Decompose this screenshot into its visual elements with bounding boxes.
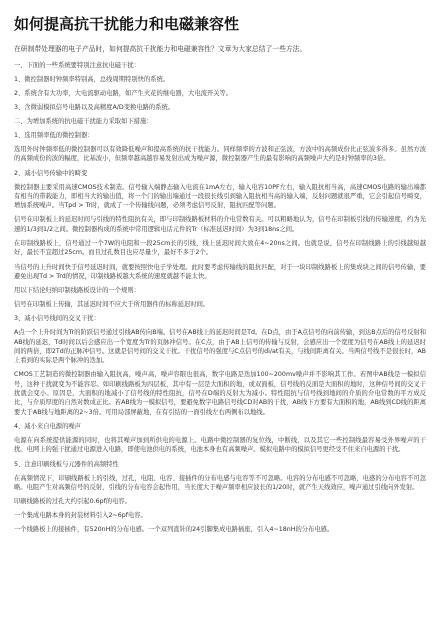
subsection-2-2-heading: 2、减小信号传输中的畸变 [14, 169, 88, 177]
section-1-heading: 一、下面的一些系统要特别注意抗电磁干扰： [14, 62, 140, 69]
subsection-2-3-heading: 3、减小信号线间的交叉干扰： [14, 315, 100, 323]
subsection-2-2-paragraph-4: 当信号的上升时间快于信号延迟时间，就要按照快电子学处理。此时要考虑传输线的阻抗匹配，对于一块印制线路板上的集成块之间的信号传输，要避免出现Td > Trd的情况，印制线路板越大系统的速度就越不能太快。 [14, 263, 426, 280]
subsection-2-2-paragraph-2: 信号在印制板上的延迟时间与引线的特性阻抗有关，即与印制线路板材料的介电常数有关。可以粗略地认为，信号在印制板引线的传输速度，约为光速的1/3到1/2之间。微控制器构成的系统中常用逻辑电话元件的Tr（标准延迟时间）为3到18ns之间。 [14, 216, 426, 233]
subsection-2-5-paragraph-3: 一个集成电路本身的封装材料引入2~6pf电容。 [14, 512, 147, 520]
subsection-2-4-body: 电源在向系统提供能源的同时，也将其噪声加到所供电的电源上。电路中微控制器的复位线，中断线，以及其它一些控制线最容易受外界噪声的干扰。电网上的强干扰通过电源进入电路，即使电池供电的系统，电池本身也有高频噪声。模拟电路中的模拟信号更经受不住来自电源的干扰。 [14, 436, 426, 454]
subsection-2-2-paragraph-1: 微控制器主要采用高速CMOS技术制造。信号输入端静态输入电流在1mA左右，输入电容10PF左右，输入阻抗相当高，高速CMOS电路的输出端都有相当的带载能力，即相当大的输出值，将一个门的输出端通过一段很长线引到输入阻抗相当高的输入端，反射问题就很严重，它会引起信号畸变，增加系统噪声。当Tpd > Tr时，就成了一个传输线问题，必须考虑信号反射，阻抗匹配等问题。 [14, 183, 426, 210]
subsection-2-5-paragraph-2: 印刷线路板的过孔大约引起0.6pf的电容。 [14, 498, 131, 506]
section-1-item-3: 3、含微弱模拟信号电路以及高精度A/D变换电路的系统。 [14, 104, 175, 111]
subsection-2-3-paragraph-1: A点一个上升时间为Tr的阶跃信号通过引线AB传向B端。信号在AB线上的延迟时间是Td。在D点，由于A点信号的向前传输，到达B点后的信号反射和AB线的延迟，Td时间以后会感应出一个宽度为Tr的页脉冲信号。在C点，由于AB上信号的传输与反射，会感应出一个宽度为信号在AB线上的延迟时间的两倍，即2Td的正脉冲信号。这就是信号间的交叉干扰。干扰信号的强度与C点信号的di/at有关，与线间距离有关。当两信号线不是很长时，AB上看到的实际是两个脉冲的迭加。 [14, 329, 426, 365]
subsection-2-2-paragraph-3: 在印制线路板上，信号通过一个7W的电阻和一段25cm长的引线，线上延迟时间大致在4~20ns之间。也就是说，信号在印制线路上的引线越短越好，最长不宜超过25cm。而且过孔数目也应尽量少，最好不多于2个。 [14, 240, 426, 257]
section-1-item-1: 1、微控制器时钟频率特别高，总线周期特别快的系统。 [14, 76, 170, 83]
page-title: 如何提高抗干扰能力和电磁兼容性 [14, 15, 240, 33]
subsection-2-1-heading: 1、选用频率低的微控制器： [14, 132, 94, 139]
section-1-item-2: 2、系统含有大功率，大电流驱动电路，如产生火花的继电器，大电流开关等。 [14, 90, 233, 97]
subsection-2-3-paragraph-2: CMOS工艺制造的微控制器由输入阻抗高，噪声高，噪声容限也很高，数字电路是迭加100~200mv噪声并不影响其工作。若图中AB线是一模拟信号，这种干扰就变为不能容忍。如印刷线路板为四层板，其中有一层是大面积的地，或双面板，信号线的反面是大面积的地时，这种信号间的交叉干扰就会变小。原因是，大面积的地减小了信号线的特性阻抗，信号在D端的反射大为减小。特性阻抗与信号线到地间的介质的介电常数的平方成反比，与介质厚度的自然对数成正比。若AB线为一模拟信号，要避免数字电路信号线CD对AB的干扰，AB线下方要有大面积的地，AB线到CD线的距离要大于AB线与地距离的2~3倍。可用局部屏蔽地，在有引结的一面引线左右两侧布以地线。 [14, 371, 426, 416]
subsection-2-5-paragraph-4: 一个线路板上的接插件，有520nH的分布电感。一个双列直针的24引脚集成电路插座，引入4~18nH的分布电感。 [14, 526, 334, 534]
subsection-2-5-paragraph-1: 在高频情况下，印刷线路板上的引线，过孔，电阻、电容、接插件的分布电感与电容等不可忽略。电容的分布电感不可忽略，电感的分布电容不可忽略。电阻产生对高频信号的反射，引线的分布电容会起作用，当长度大于噪声频率相应波长的1/20时，就产生天线效应，噪声通过引线向外发射。 [14, 474, 426, 491]
subsection-2-1-body: 选用外时钟频率低的微控制器可以有效降低噪声和提高系统的抗干扰能力。同样频率的方波和正弦波，方波中的高频成份比正弦波多得多。虽然方波的高频成份的波的幅度，比基波小，但频率越高越容易发射出成为噪声源，微控制器产生的最有影响的高频噪声大约是时钟频率的3倍。 [14, 146, 426, 163]
section-2-heading: 二、为增加系统的抗电磁干扰能力采取如下措施： [14, 118, 153, 125]
intro-paragraph: 在研制带处理器的电子产品时，如何提高抗干扰能力和电磁兼容性？文章为大家总结了一些方法。 [14, 45, 307, 53]
subsection-2-4-heading: 4、减小来自电源的噪声 [14, 422, 81, 430]
subsection-2-2-paragraph-6: 信号在印制板上传输，其延迟时间不应大于所用器件的标称延迟时间。 [14, 301, 210, 309]
subsection-2-5-heading: 5、注意印刷线板与元器件的高频特性 [14, 460, 119, 468]
subsection-2-2-paragraph-5: 用以下结论归纳印制线路板设计的一个规则： [14, 287, 140, 295]
